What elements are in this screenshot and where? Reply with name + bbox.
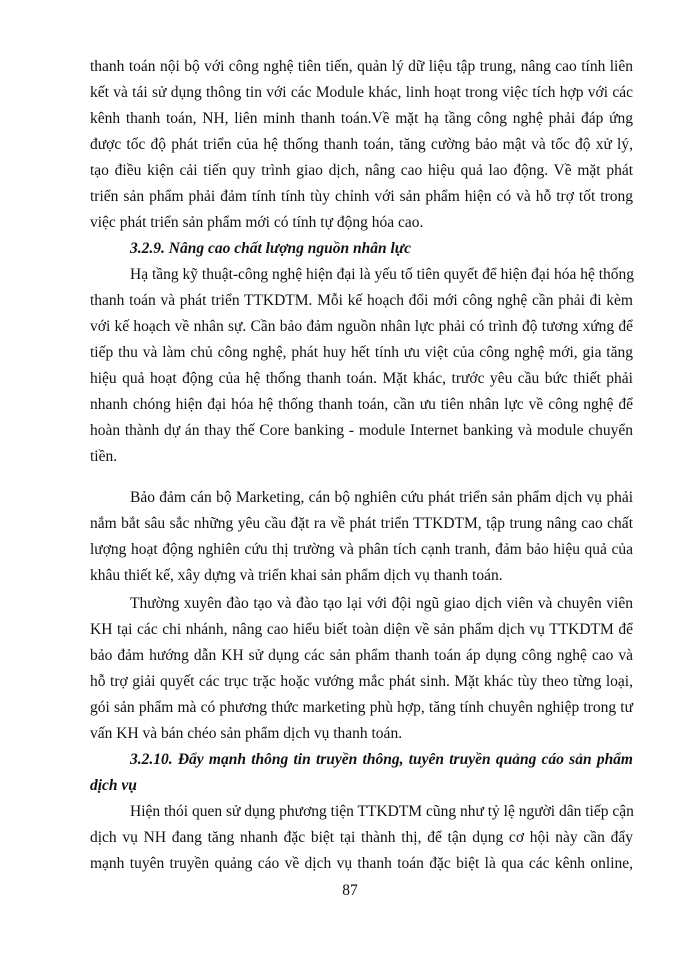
text-line: Hạ tầng kỹ thuật-công nghệ hiện đại là yếu tố tiên quyết để hiện đại hóa hệ thống [130,266,635,283]
text-line: lượng hoạt động nghiên cứu thị trường và phân tích cạnh tranh, đảm bảo hiệu quả của [90,541,633,558]
text-line: việc phát triển sản phẩm mới có tính tự động hóa cao. [90,214,424,231]
text-line: tạo điều kiện cải tiến quy trình giao dịch, nâng cao hiệu quả lao động. Về mặt phát [90,162,633,179]
text-line: Thường xuyên đào tạo và đào tạo lại với đội ngũ giao dịch viên và chuyên viên [130,595,633,612]
text-line: gói sản phẩm mà có phương thức marketing phù hợp, tăng tính chuyên nghiệp trong tư [90,699,633,716]
text-line: triển sản phẩm phải đảm tính tính tùy chỉnh với sản phẩm hiện có và hỗ trợ tốt trong [90,188,633,205]
text-line: kênh thanh toán, NH, liên minh thanh toán.Về mặt hạ tầng công nghệ phải đáp ứng [90,110,633,127]
text-line: Hiện thói quen sử dụng phương tiện TTKDTM cũng như tỷ lệ người dân tiếp cận [130,803,634,820]
text-line: tiền. [90,448,118,465]
text-line: nắm bắt sâu sắc những yêu cầu đặt ra về phát triển TTKDTM, tập trung nâng cao chất [90,515,633,532]
text-line: vấn KH và bán chéo sản phẩm dịch vụ thanh toán. [90,725,403,742]
section-heading-continued: dịch vụ [90,777,137,794]
text-line: được tốc độ phát triển của hệ thống thanh toán, tăng cường bảo mật và tốc độ xử lý, [90,136,633,153]
text-line: Bảo đảm cán bộ Marketing, cán bộ nghiên cứu phát triển sản phẩm dịch vụ phải [130,489,633,506]
text-line: nhanh chóng hiện đại hóa hệ thống thanh toán, cần ưu tiên nhân lực về công nghệ để [90,396,633,413]
text-line: tiếp thu và làm chủ công nghệ, phát huy hết tính ưu việt của công nghệ mới, gia tăng [90,344,633,361]
text-line: hiệu quả hoạt động của hệ thống thanh toán. Mặt khác, trước yêu cầu bức thiết phải [90,370,633,387]
text-line: dịch vụ NH đang tăng nhanh đặc biệt tại thành thị, để tận dụng cơ hội này cần đẩy [90,829,633,846]
text-line: bảo đảm hướng dẫn KH sử dụng các sản phẩm thanh toán áp dụng công nghệ cao và [90,647,633,664]
text-line: với kế hoạch về nhân sự. Cần bảo đảm nguồn nhân lực phải có trình độ tương xứng để [90,318,633,335]
text-line: thanh toán và phát triển TTKDTM. Mỗi kế hoạch đổi mới công nghệ cần phải đi kèm [90,292,633,309]
section-heading: 3.2.9. Nâng cao chất lượng nguồn nhân lực [130,240,411,257]
section-heading: 3.2.10. Đẩy mạnh thông tin truyền thông, tuyên truyền quảng cáo sản phẩm [130,751,633,768]
text-line: hỗ trợ giải quyết các trục trặc hoặc vướng mắc phát sinh. Mặt khác tùy theo từng loại, [90,673,633,690]
text-line: khâu thiết kế, xây dựng và triển khai sản phẩm dịch vụ thanh toán. [90,567,503,584]
text-line: KH tại các chi nhánh, nâng cao hiểu biết toàn diện về sản phẩm dịch vụ TTKDTM để [90,621,633,638]
page-number: 87 [342,882,358,899]
text-line: mạnh tuyên truyền quảng cáo về dịch vụ thanh toán đặc biệt là qua các kênh online, [90,855,633,872]
text-line: hoàn thành dự án thay thế Core banking - module Internet banking và module chuyển [90,422,633,439]
text-line: thanh toán nội bộ với công nghệ tiên tiến, quản lý dữ liệu tập trung, nâng cao tính liên [90,58,633,75]
text-line: kết và tái sử dụng thông tin với các Module khác, linh hoạt trong việc tích hợp với các [90,84,633,101]
